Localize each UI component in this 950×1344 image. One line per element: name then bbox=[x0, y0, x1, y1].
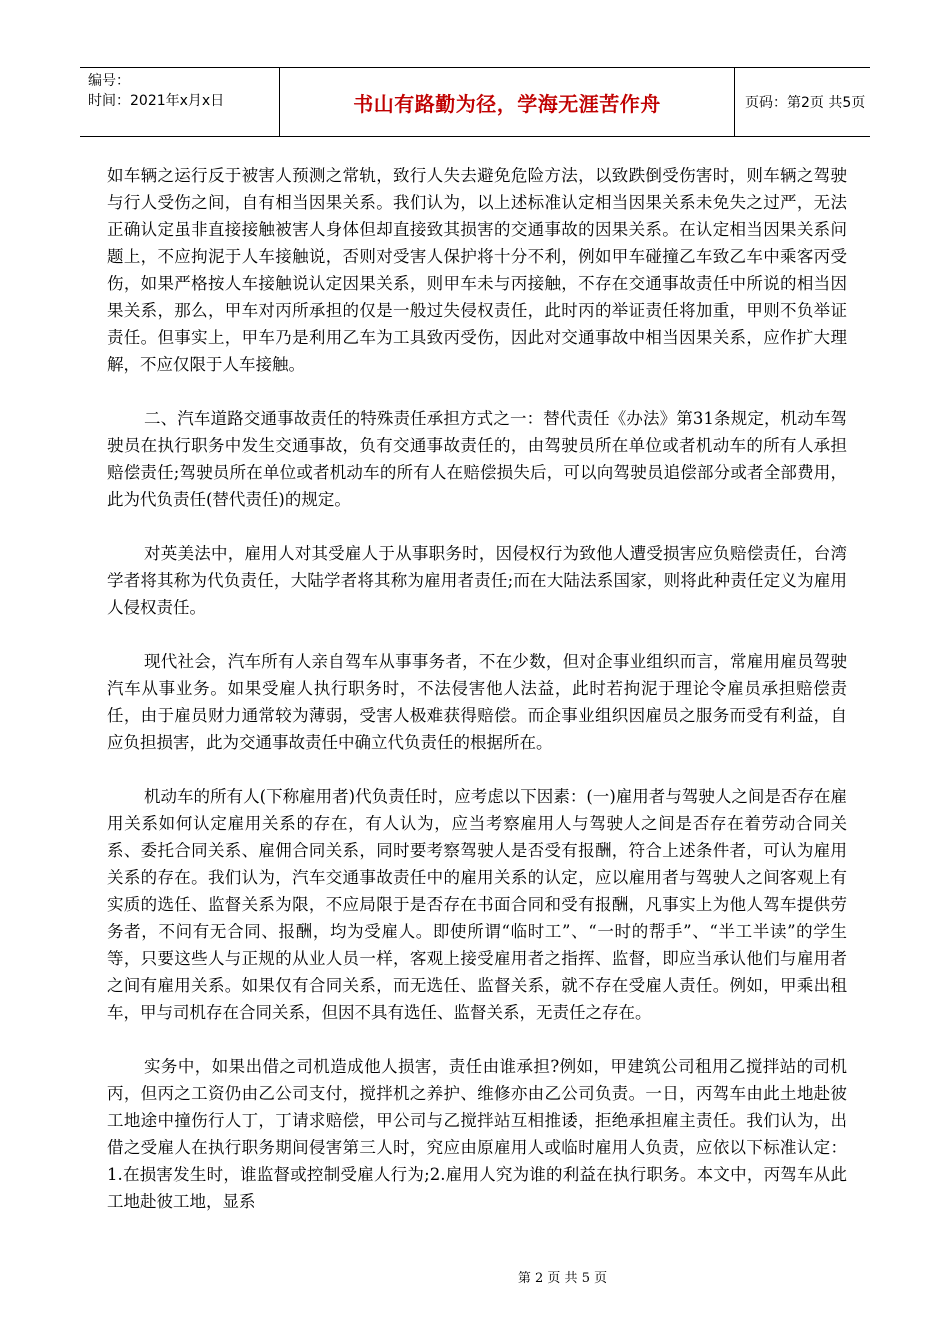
body-paragraph-6: 实务中，如果出借之司机造成他人损害，责任由谁承担?例如，甲建筑公司租用乙搅拌站的司机丙，但丙之工资仍由乙公司支付，搅拌机之养护、维修亦由乙公司负责。一日，丙驾车由此土地赴彼工地途中撞伤行人丁，丁请求赔偿，甲公司与乙搅拌站互相推诿，拒绝承担雇主责任。我们认为，出借之受雇人在执行职务期间侵害第三人时，究应由原雇用人或临时雇用人负责，应依以下标准认定：1.在损害发生时，谁监督或控制受雇人行为;2.雇用人究为谁的利益在执行职务。本文中，丙驾车从此工地赴彼工地，显系 bbox=[107, 1057, 847, 1211]
header-meta bbox=[80, 68, 280, 136]
page-header bbox=[80, 67, 870, 137]
document-body bbox=[107, 162, 847, 1242]
document-date-label: 时间：2021年x月x日 bbox=[88, 93, 225, 109]
body-paragraph-1: 如车辆之运行反于被害人预测之常轨，致行人失去避免危险方法，以致跌倒受伤害时，则车辆之驾驶与行人受伤之间，自有相当因果关系。我们认为，以上述标准认定相当因果关系未免失之过严，无法正确认定虽非直接接触被害人身体但却直接致其损害的交通事故的因果关系。在认定相当因果关系问题上，不应拘泥于人车接触说，否则对受害人保护将十分不利，例如甲车碰撞乙车致乙车中乘客丙受伤，如果严格按人车接触说认定因果关系，则甲车未与丙接触，不存在交通事故责任中所说的相当因果关系，那么，甲车对丙所承担的仅是一般过失侵权责任，此时丙的举证责任将加重，甲则不负举证责任。但事实上，甲车乃是利用乙车为工具致丙受伤，因此对交通事故中相当因果关系，应作扩大理解，不应仅限于人车接触。 bbox=[107, 166, 847, 374]
body-paragraph-2: 二、汽车道路交通事故责任的特殊责任承担方式之一：替代责任《办法》第31条规定，机动车驾驶员在执行职务中发生交通事故，负有交通事故责任的，由驾驶员所在单位或者机动车的所有人承担赔偿责任;驾驶员所在单位或者机动车的所有人在赔偿损失后，可以向驾驶员追偿部分或者全部费用，此为代负责任(替代责任)的规定。 bbox=[107, 409, 847, 509]
body-paragraph-5: 机动车的所有人(下称雇用者)代负责任时，应考虑以下因素：(一)雇用者与驾驶人之间是否存在雇用关系如何认定雇用关系的存在，有人认为，应当考察雇用人与驾驶人之间是否存在着劳动合同关系、委托合同关系、雇佣合同关系，同时要考察驾驶人是否受有报酬，符合上述条件者，可认为雇用关系的存在。我们认为，汽车交通事故责任中的雇用关系的认定，应以雇用者与驾驶人之间客观上有实质的选任、监督关系为限，不应局限于是否存在书面合同和受有报酬，凡事实上为他人驾车提供劳务者，不问有无合同、报酬，均为受雇人。即使所谓“临时工”、“一时的帮手”、“半工半读”的学生等，只要这些人与正规的从业人员一样，客观上接受雇用者之指挥、监督，即应当承认他们与雇用者之间有雇用关系。如果仅有合同关系，而无选任、监督关系，就不存在受雇人责任。例如，甲乘出租车，甲与司机存在合同关系，但因不具有选任、监督关系，无责任之存在。 bbox=[107, 787, 847, 1022]
footer-page-number: 第 2 页 共 5 页 bbox=[517, 1271, 608, 1286]
header-page-info: 页码：第2页 共5页 bbox=[745, 95, 866, 111]
page-footer bbox=[0, 1267, 950, 1286]
document-code-label: 编号： bbox=[88, 73, 130, 89]
body-paragraph-4: 现代社会，汽车所有人亲自驾车从事事务者，不在少数，但对企事业组织而言，常雇用雇员驾驶汽车从事业务。如果受雇人执行职务时，不法侵害他人法益，此时若拘泥于理论令雇员承担赔偿责任，由于雇员财力通常较为薄弱，受害人极难获得赔偿。而企事业组织因雇员之服务而受有利益，自应负担损害，此为交通事故责任中确立代负责任的根据所在。 bbox=[107, 652, 847, 752]
body-paragraph-3: 对英美法中，雇用人对其受雇人于从事职务时，因侵权行为致他人遭受损害应负赔偿责任，台湾学者将其称为代负责任，大陆学者将其称为雇用者责任;而在大陆法系国家，则将此种责任定义为雇用人侵权责任。 bbox=[107, 544, 847, 617]
header-motto: 书山有路勤为径，学海无涯苦作舟 bbox=[280, 68, 735, 136]
